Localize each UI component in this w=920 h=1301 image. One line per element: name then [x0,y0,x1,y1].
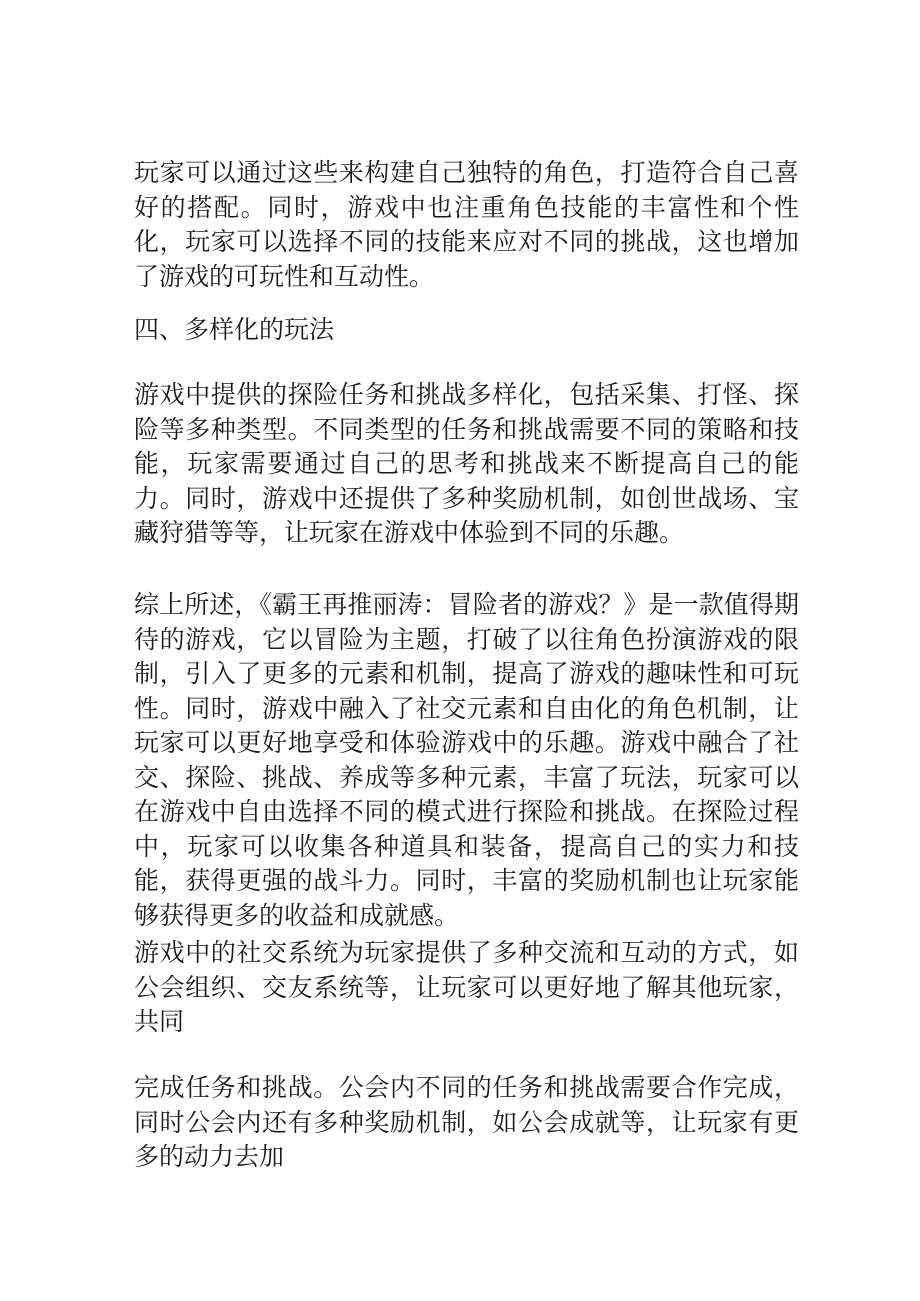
paragraph-guild-tasks: 完成任务和挑战。公会内不同的任务和挑战需要合作完成，同时公会内还有多种奖励机制，如公会成就等，让玩家有更多的动力去加 [134,1073,799,1171]
paragraph-summary: 综上所述，《霸王再推丽涛：冒险者的游戏？》是一款值得期待的游戏，它以冒险为主题，打破了以往角色扮演游戏的限制，引入了更多的元素和机制，提高了游戏的趣味性和可玩性。同时，游戏中融入了社交元素和自由化的角色机制，让玩家可以更好地享受和体验游戏中的乐趣。游戏中融合了社交、探险、挑战、养成等多种元素，丰富了玩法，玩家可以在游戏中自由选择不同的模式进行探险和挑战。在探险过程中，玩家可以收集各种道具和装备，提高自己的实力和技能，获得更强的战斗力。同时，丰富的奖励机制也让玩家能够获得更多的收益和成就感。 [134,590,799,930]
paragraph-adventure-tasks: 游戏中提供的探险任务和挑战多样化，包括采集、打怪、探险等多种类型。不同类型的任务和挑战需要不同的策略和技能，玩家需要通过自己的思考和挑战来不断提高自己的能力。同时，游戏中还提供了多种奖励机制，如创世战场、宝藏狩猎等等，让玩家在游戏中体验到不同的乐趣。 [134,380,799,547]
paragraph-character-building: 玩家可以通过这些来构建自己独特的角色，打造符合自己喜好的搭配。同时，游戏中也注重角色技能的丰富性和个性化，玩家可以选择不同的技能来应对不同的挑战，这也增加了游戏的可玩性和互动性。 [134,158,799,291]
paragraph-social-system: 游戏中的社交系统为玩家提供了多种交流和互动的方式，如公会组织、交友系统等，让玩家可以更好地了解其他玩家，共同 [134,938,799,1036]
section-heading-gameplay: 四、多样化的玩法 [134,315,335,344]
